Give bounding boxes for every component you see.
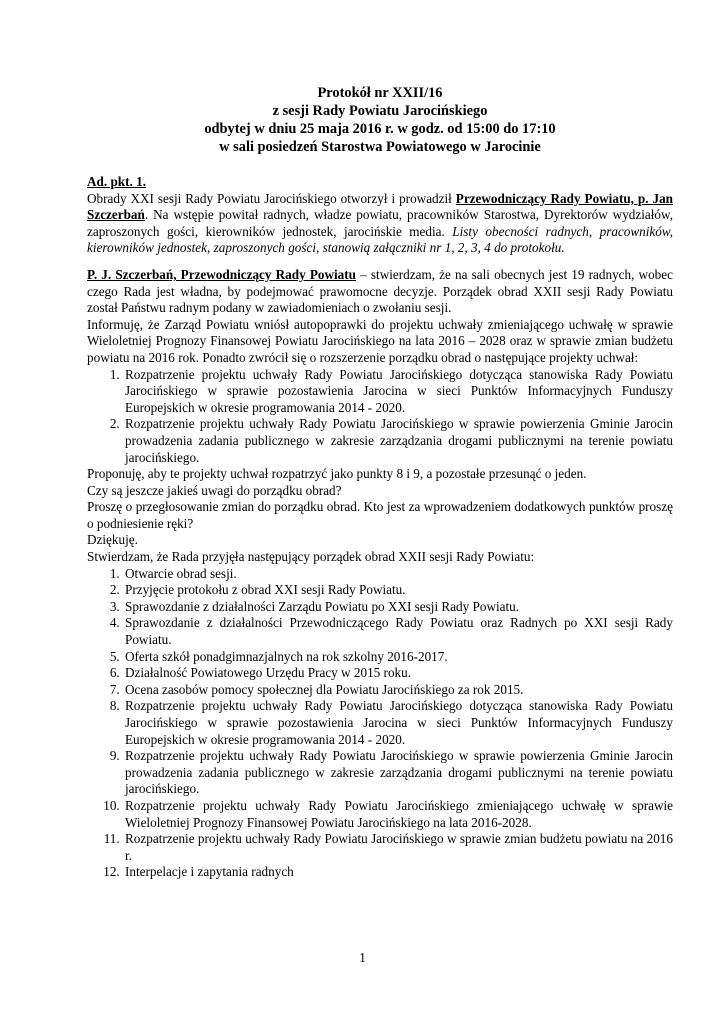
list-item: 7. Ocena zasobów pomocy społecznej dla Powiatu Jarocińskiego za rok 2015. [123,682,673,699]
speaker-text: – stwierdzam, że na sali obecnych jest 19 radnych, wobec czego Rada jest władna, by podejmować prawomocne decyzje. Porządek obrad XXII sesji Rady Powiatu został Państwu radnym podany w zawiadomieniach o zwołaniu sesji. [87,266,673,316]
list-item: 10. Rozpatrzenie projektu uchwały Rady Powiatu Jarocińskiego zmieniającego uchwałę w sprawie Wieloletniej Prognozy Finansowej Powiatu Jarocińskiego na lata 2016-2028. [123,798,673,831]
page-number: 1 [359,950,366,965]
thanks-paragraph: Dziękuję. [87,532,138,548]
list-item: 6. Działalność Powiatowego Urzędu Pracy w 2015 roku. [123,665,673,682]
list-item: 4. Sprawozdanie z działalności Przewodniczącego Rady Powiatu oraz Radnych po XXI sesji Rady Powiatu. [123,615,673,648]
agenda-intro: Stwierdzam, że Rada przyjęła następujący porządek obrad XXII sesji Rady Powiatu: [87,549,535,565]
question-paragraph: Czy są jeszcze jakieś uwagi do porządku obrad? [87,482,342,498]
vote-paragraph: Proszę o przegłosowanie zmian do porządku obrad. Kto jest za wprowadzeniem dodatkowych punktów proszę o podniesienie ręki? [87,499,673,531]
amendments-paragraph: Informuję, że Zarząd Powiatu wniósł autopoprawki do projektu uchwały zmieniającego uchwałę w sprawie Wieloletniej Prognozy Finansowej Powiatu Jarocińskiego na lata 2016 – 2028 oraz w sprawie zmian budżetu powiatu na 2016 rok. Ponadto zwrócił się o rozszerzenie porządku obrad o następujące projekty uchwał: [87,316,673,365]
list-item: 8. Rozpatrzenie projektu uchwały Rady Powiatu Jarocińskiego dotycząca stanowiska Rady Powiatu Jarocińskiego w sprawie pozostawienia Jarocina w sieci Punktów Informacyjnych Funduszy Europejskich w okresie programowania 2014 - 2020. [123,698,673,748]
speaker-name: P. J. Szczerbań, Przewodniczący Rady Powiatu [87,266,357,282]
extra-items-list [87,367,673,467]
proposal-paragraph: Proponuję, aby te projekty uchwał rozpatrzyć jako punkty 8 i 9, a pozostałe przesunąć o jeden. [87,466,587,482]
list-item: 2. Rozpatrzenie projektu uchwały Rady Powiatu Jarocińskiego w sprawie powierzenia Gminie Jarocin prowadzenia zadania publicznego w zakresie zarządzania drogami publicznymi na terenie powiatu jarocińskiego. [123,416,673,466]
list-item: 1. Rozpatrzenie projektu uchwały Rady Powiatu Jarocińskiego dotycząca stanowiska Rady Powiatu Jarocińskiego w sprawie pozostawienia Jarocina w sieci Punktów Informacyjnych Funduszy Europejskich w okresie programowania 2014 - 2020. [123,367,673,417]
opening-text: Obrady XXI sesji Rady Powiatu Jarocińskiego otworzył i prowadził [87,190,456,206]
list-item: 2. Przyjęcie protokołu z obrad XXI sesji Rady Powiatu. [123,582,673,599]
title-line-1: Protokół nr XXII/16 [317,85,443,101]
list-item: 12. Interpelacje i zapytania radnych [123,864,673,881]
opening-text-rest: . Na wstępie powitał radnych, władze powiatu, pracowników Starostwa, Dyrektorów wydziałów, zaproszonych gości, kierowników jednostek, jarocińskie media. [87,207,673,239]
section-heading: Ad. pkt. 1. [87,174,146,189]
attachments-note: Listy obecności radnych, pracowników, kierowników jednostek, zaproszonych gości, stanowią załączniki nr 1, 2, 3, 4 do protokołu. [87,223,673,256]
list-item: 11. Rozpatrzenie projektu uchwały Rady Powiatu Jarocińskiego w sprawie zmian budżetu powiatu na 2016 r. [123,831,673,864]
list-item: 3. Sprawozdanie z działalności Zarządu Powiatu po XXI sesji Rady Powiatu. [123,599,673,616]
agenda-list [87,566,673,881]
document-page [87,84,673,881]
list-item: 1. Otwarcie obrad sesji. [123,566,673,583]
document-title [87,84,673,156]
list-item: 5. Oferta szkół ponadgimnazjalnych na rok szkolny 2016-2017. [123,649,673,666]
list-item: 9. Rozpatrzenie projektu uchwały Rady Powiatu Jarocińskiego w sprawie powierzenia Gminie Jarocin prowadzenia zadania publicznego w zakresie zarządzania drogami publicznymi na terenie powiatu jarocińskiego. [123,748,673,798]
opening-paragraph [87,191,673,257]
title-line-3: odbytej w dniu 25 maja 2016 r. w godz. od 15:00 do 17:10 [204,121,556,137]
title-line-2: z sesji Rady Powiatu Jarocińskiego [272,103,488,119]
speaker-paragraph [87,267,673,317]
chairman-name: Przewodniczący Rady Powiatu, p. Jan Szczerbań [87,190,673,223]
title-line-4: w sali posiedzeń Starostwa Powiatowego w Jarocinie [219,139,541,155]
